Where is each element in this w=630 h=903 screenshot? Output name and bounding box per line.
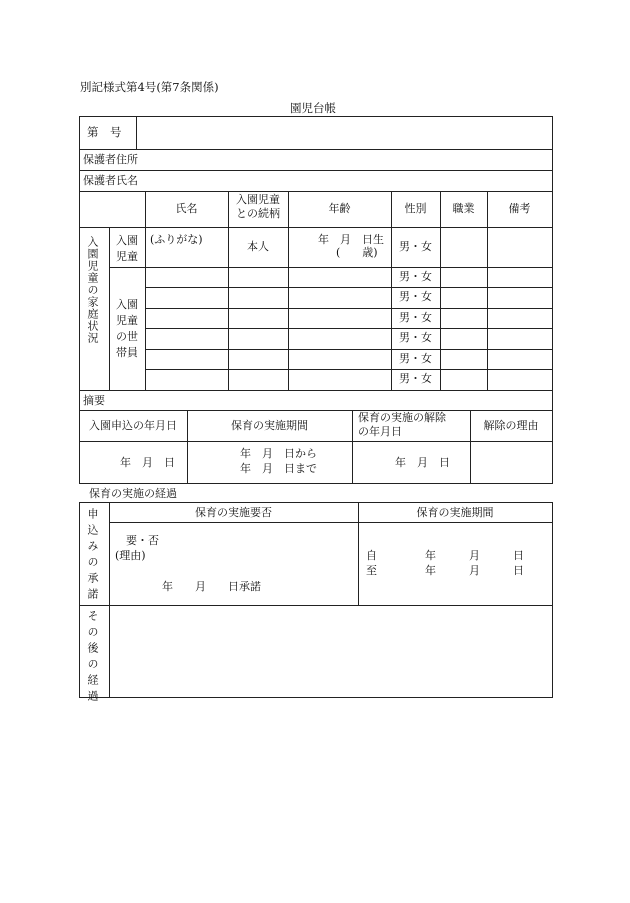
child-sex: 男・女 bbox=[399, 240, 432, 253]
child-label: 入園 児童 bbox=[116, 234, 138, 263]
col-necessity: 保育の実施要否 bbox=[195, 506, 272, 519]
guardian-address-label: 保護者住所 bbox=[83, 153, 138, 166]
col-release-date: 保育の実施の解除 の年月日 bbox=[358, 411, 446, 438]
guardian-name-label: 保護者氏名 bbox=[83, 174, 138, 187]
period-from-value: 年 月 日から bbox=[240, 447, 317, 460]
later-progress-label: その後の経過 bbox=[86, 610, 99, 706]
col-header-occupation: 職業 bbox=[452, 202, 475, 215]
child-age: ( 歳) bbox=[336, 246, 378, 259]
household-sex-4: 男・女 bbox=[399, 331, 432, 344]
col-release-reason: 解除の理由 bbox=[483, 419, 539, 432]
household-sex-5: 男・女 bbox=[399, 352, 432, 365]
approval-label: 申込みの承諾 bbox=[86, 508, 99, 604]
form-reference: 別記様式第4号(第7条関係) bbox=[80, 80, 219, 94]
child-birth-date: 年 月 日生 bbox=[318, 233, 384, 246]
to-label: 至 bbox=[366, 564, 377, 577]
reason-label: (理由) bbox=[115, 549, 146, 562]
progress-section-title: 保育の実施の経過 bbox=[89, 487, 177, 500]
release-date-value: 年 月 日 bbox=[395, 456, 450, 469]
household-sex-6: 男・女 bbox=[399, 372, 432, 385]
child-relation-value: 本人 bbox=[247, 240, 269, 253]
necessity-value: 要・否 bbox=[126, 534, 159, 547]
family-status-label: 入園児童の家庭状況 bbox=[86, 236, 99, 344]
col-header-remarks: 備考 bbox=[508, 202, 531, 215]
approval-date: 年 月 日承諾 bbox=[162, 580, 261, 593]
col-progress-period: 保育の実施期間 bbox=[416, 506, 494, 519]
from-date: 年 月 日 bbox=[425, 549, 524, 562]
col-header-relation: 入園児童 との続柄 bbox=[236, 193, 280, 220]
page-title: 園児台帳 bbox=[290, 101, 336, 115]
number-label: 第 号 bbox=[87, 125, 122, 139]
col-header-sex: 性別 bbox=[404, 202, 427, 215]
period-to-value: 年 月 日まで bbox=[240, 462, 317, 475]
household-sex-2: 男・女 bbox=[399, 290, 432, 303]
household-sex-3: 男・女 bbox=[399, 311, 432, 324]
summary-label: 摘要 bbox=[83, 394, 105, 407]
application-date-value: 年 月 日 bbox=[120, 456, 175, 469]
col-application-date: 入園申込の年月日 bbox=[89, 419, 177, 432]
col-header-age: 年齢 bbox=[328, 202, 351, 215]
col-header-name: 氏名 bbox=[175, 202, 198, 215]
furigana-label: (ふりがな) bbox=[150, 233, 203, 246]
from-label: 自 bbox=[366, 549, 377, 562]
to-date: 年 月 日 bbox=[425, 564, 524, 577]
col-childcare-period: 保育の実施期間 bbox=[231, 419, 308, 432]
household-label: 入園 児童 の世 帯員 bbox=[116, 298, 138, 359]
household-sex-1: 男・女 bbox=[399, 270, 432, 283]
